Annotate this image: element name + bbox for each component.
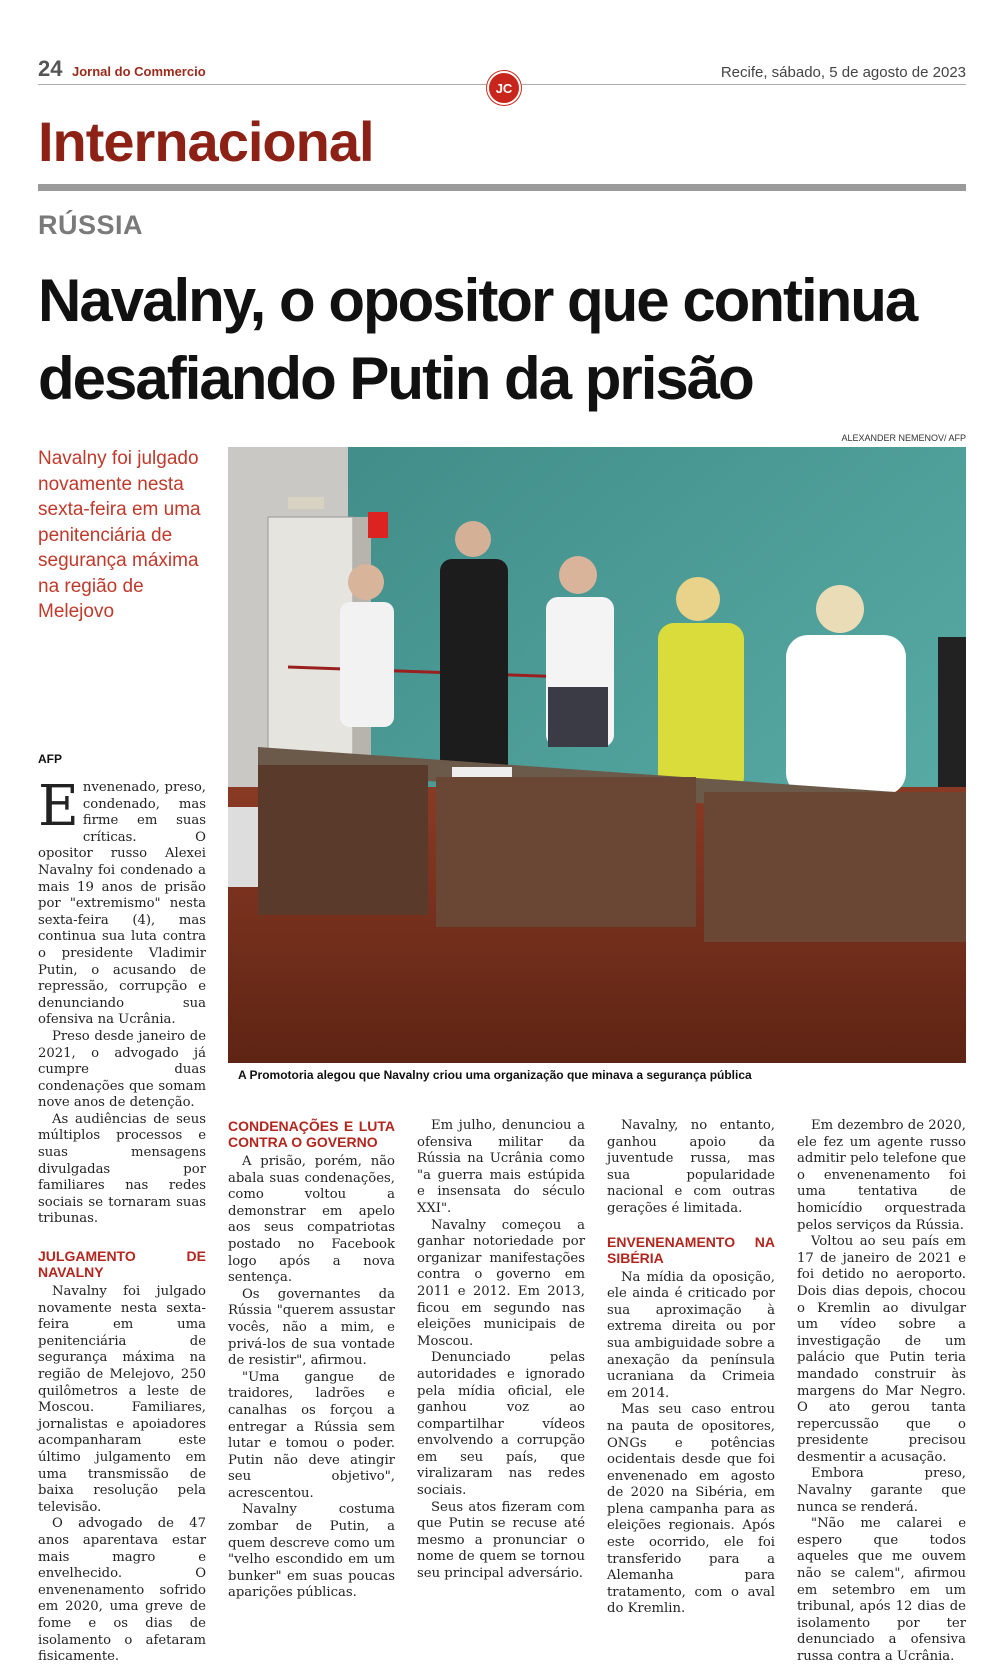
- newspaper-name: Jornal do Commercio: [72, 64, 206, 79]
- article-paragraph: Navalny foi julgado novamente nesta sexta-feira em uma penitenciária de segurança máxima na região de Melejovo, 250 quilômetros a leste de Moscou. Familiares, jornalistas e apoiadores acompanharam este último julgamento em uma transmissão de baixa resolução pela televisão.: [38, 1284, 206, 1515]
- article-paragraph: "Não me calarei e espero que todos aqueles que me ouvem não se calem", afirmou em setembro em um tribunal, após 12 dias de isolamento por ter denunciado a ofensiva russa contra a Ucrânia.: [797, 1516, 966, 1664]
- dateline: Recife, sábado, 5 de agosto de 2023: [720, 64, 966, 81]
- kicker: RÚSSIA: [38, 210, 144, 240]
- article-paragraph: Embora preso, Navalny garante que nunca se renderá.: [797, 1466, 966, 1515]
- page-number: 24: [38, 56, 63, 81]
- drop-cap: E: [38, 774, 79, 839]
- byline: AFP: [38, 752, 62, 766]
- article-column-5: [797, 1118, 966, 1666]
- subheading: CONDENAÇÕES E LUTA CONTRA O GOVERNO: [228, 1118, 395, 1150]
- article-paragraph: Denunciado pelas autoridades e ignorado pela mídia oficial, ele ganhou voz ao compartilhar vídeos envolvendo a corrupção em seu país, que viralizaram nas redes sociais.: [417, 1350, 585, 1499]
- article-column-1: [38, 774, 206, 1666]
- article-column-4: [607, 1118, 775, 1618]
- article-paragraph: Navalny começou a ganhar notoriedade por organizar manifestações contra o governo em 2011 e 2012. Em 2013, ficou em segundo nas eleições municipais de Moscou.: [417, 1217, 585, 1349]
- article-paragraph: "Uma gangue de traidores, ladrões e canalhas os forçou a entregar a Rússia sem lutar e tomou o poder. Putin não deve atingir seu objetivo", acrescentou.: [228, 1369, 395, 1501]
- article-paragraph: As audiências de seus múltiplos processos e suas mensagens divulgadas por familiares nas redes sociais se tornaram suas tribunas.: [38, 1111, 206, 1227]
- article-paragraph: Na mídia da oposição, ele ainda é criticado por sua aproximação à extrema direita ou por sua ambiguidade sobre a anexação da península ucraniana da Crimeia em 2014.: [607, 1269, 775, 1401]
- article-paragraph: Navalny costuma zombar de Putin, a quem descreve como um "velho escondido em um bunker" em suas poucas aparições públicas.: [228, 1502, 395, 1601]
- article-column-2: [228, 1118, 395, 1602]
- courtroom-photo: [228, 447, 966, 1063]
- section-divider: [38, 184, 966, 191]
- article-paragraph: O advogado de 47 anos aparentava estar mais magro e envelhecido. O envenenamento sofrido em 2020, uma greve de fome e os dias de isolamento o afetaram fisicamente.: [38, 1516, 206, 1665]
- photo-caption: A Promotoria alegou que Navalny criou uma organização que minava a segurança pública: [238, 1068, 752, 1082]
- article-paragraph: Os governantes da Rússia "querem assustar vocês, não a mim, e privá-los de sua vontade de resistir", afirmou.: [228, 1286, 395, 1369]
- article-paragraph: Em julho, denunciou a ofensiva militar da Rússia na Ucrânia como "a guerra mais estúpida e insensata do século XXI".: [417, 1118, 585, 1216]
- section-title: Internacional: [38, 110, 374, 173]
- article-paragraph: A prisão, porém, não abala suas condenações, como voltou a demonstrar em apelo aos seus compatriotas postado no Facebook logo após a nova sentença.: [228, 1154, 395, 1286]
- article-paragraph: Em dezembro de 2020, ele fez um agente russo admitir pelo telefone que o envenenamento foi uma tentativa de homicídio orquestrada pelos serviços da Rússia.: [797, 1118, 966, 1233]
- article-paragraph: Mas seu caso entrou na pauta de opositores, ONGs e potências ocidentais desde que foi envenenado em agosto de 2020 na Sibéria, em plena campanha para as eleições regionais. Após este ocorrido, ele foi transferido para a Alemanha para tratamento, com o aval do Kremlin.: [607, 1402, 775, 1617]
- photo-credit: ALEXANDER NEMENOV/ AFP: [841, 433, 966, 443]
- jc-logo-icon: JC: [487, 71, 521, 105]
- article-paragraph: Preso desde janeiro de 2021, o advogado já cumpre duas condenações que somam nove anos de detenção.: [38, 1028, 206, 1111]
- article-paragraph: Envenenado, preso, condenado, mas firme em suas críticas. O opositor russo Alexei Navalny foi condenado a mais 19 anos de prisão por "extremismo" nesta sexta-feira (4), mas continua sua luta contra o presidente Vladimir Putin, o acusando de repressão, corrupção e denunciando sua ofensiva na Ucrânia.: [38, 774, 206, 1028]
- subheading: ENVENENAMENTO NA SIBÉRIA: [607, 1233, 775, 1266]
- headline: Navalny, o opositor que continua desafiando Putin da prisão: [38, 267, 917, 412]
- article-column-3: [417, 1118, 585, 1583]
- subheading: JULGAMENTO DE NAVALNY: [38, 1248, 206, 1281]
- deck: Navalny foi julgado novamente nesta sexta-feira em uma penitenciária de segurança máxima na região de Melejovo: [38, 448, 201, 622]
- article-paragraph: Voltou ao seu país em 17 de janeiro de 2021 e foi detido no aeroporto. Dois dias depois, chocou o Kremlin ao divulgar um vídeo sobre a investigação de um palácio que Putin teria mandado construir às margens do Mar Negro. O ato gerou tanta repercussão que o presidente precisou desmentir a acusação.: [797, 1234, 966, 1465]
- article-paragraph: Seus atos fizeram com que Putin se recuse até mesmo a pronunciar o nome de quem se tornou seu principal adversário.: [417, 1499, 585, 1582]
- article-paragraph: Navalny, no entanto, ganhou apoio da juventude russa, mas sua popularidade nacional e com outras gerações é limitada.: [607, 1118, 775, 1216]
